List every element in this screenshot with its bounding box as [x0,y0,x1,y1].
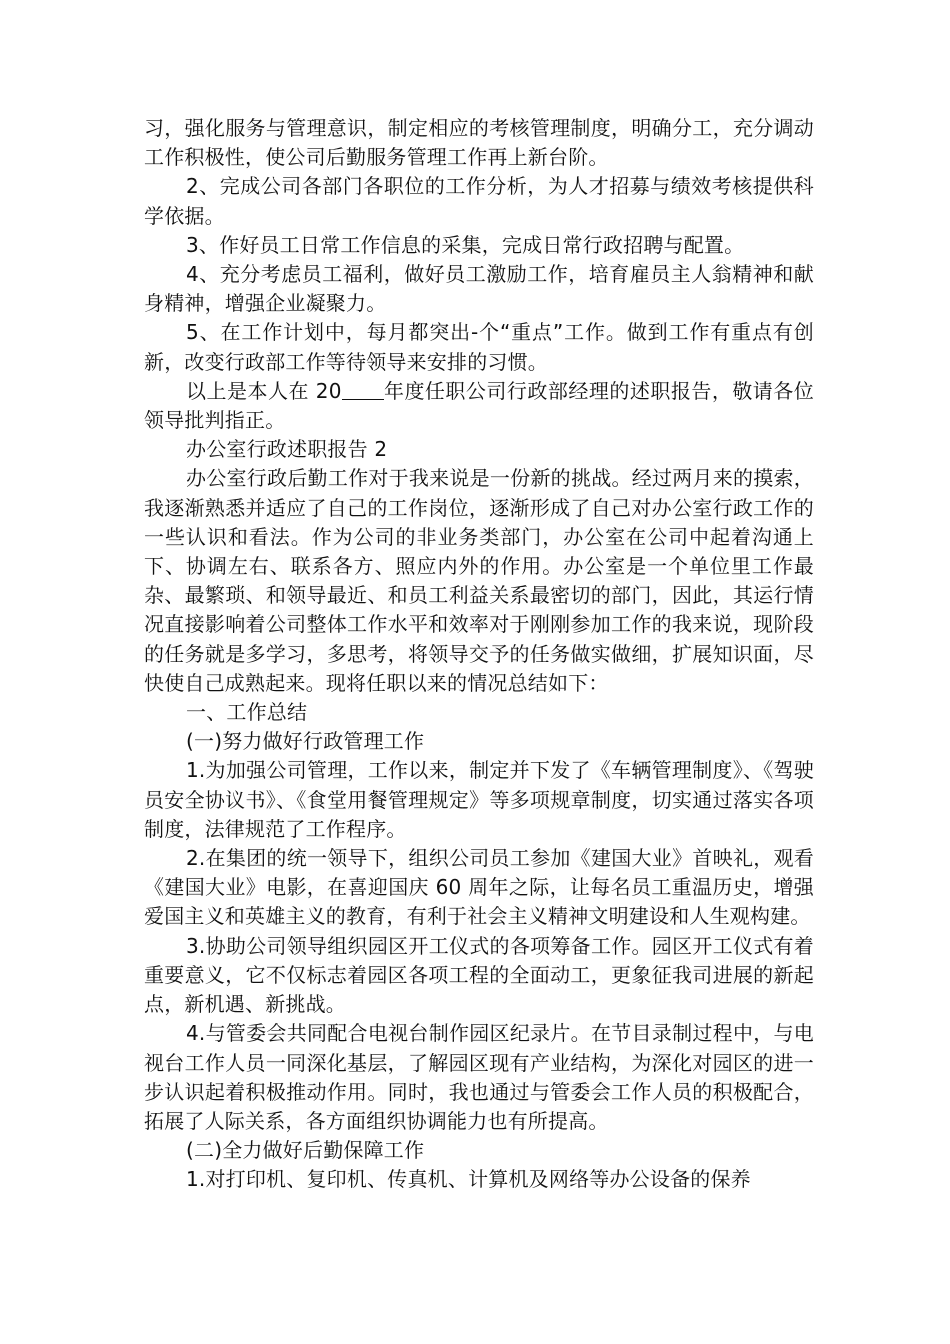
paragraph: 1.对打印机、复印机、传真机、计算机及网络等办公设备的保养 [186,1167,751,1192]
paragraph: 4、充分考虑员工福利，做好员工激励工作，培育雇员主人翁精神和献身精神，增强企业凝聚力。 [144,262,814,316]
paragraph: 5、在工作计划中，每月都突出-个“重点”工作。做到工作有重点有创新，改变行政部工作等待领导来安排的习惯。 [144,320,814,374]
section-title: 办公室行政述职报告 2 [186,437,388,462]
year-blank [342,381,384,400]
document-body [144,114,814,1195]
heading-level-2: (二)全力做好后勤保障工作 [186,1138,425,1163]
heading-level-2: (一)努力做好行政管理工作 [186,729,425,754]
paragraph: 办公室行政后勤工作对于我来说是一份新的挑战。经过两月来的摸索，我逐渐熟悉并适应了自己的工作岗位，逐渐形成了自己对办公室行政工作的一些认识和看法。作为公司的非业务类部门，办公室在公司中起着沟通上下、协调左右、联系各方、照应内外的作用。办公室是一个单位里工作最杂、最繁琐、和领导最近、和员工利益关系最密切的部门，因此，其运行情况直接影响着公司整体工作水平和效率对于刚刚参加工作的我来说，现阶段的任务就是多学习，多思考，将领导交予的任务做实做细，扩展知识面，尽快使自己成熟起来。现将任职以来的情况总结如下： [144,466,814,695]
paragraph: 1.为加强公司管理，工作以来，制定并下发了《车辆管理制度》、《驾驶员安全协议书》、《食堂用餐管理规定》等多项规章制度，切实通过落实各项制度，法律规范了工作程序。 [144,758,814,841]
closing-text-after: 年度任职公司行政部经理的述职报告，敬请各位领导批判指正。 [144,378,814,433]
paragraph-closing [144,377,814,435]
heading-level-1: 一、工作总结 [186,700,308,725]
paragraph: 习，强化服务与管理意识，制定相应的考核管理制度，明确分工，充分调动工作积极性，使公司后勤服务管理工作再上新台阶。 [144,116,814,170]
paragraph: 3、作好员工日常工作信息的采集，完成日常行政招聘与配置。 [186,232,745,257]
paragraph: 3.协助公司领导组织园区开工仪式的各项筹备工作。园区开工仪式有着重要意义，它不仅标志着园区各项工程的全面动工，更象征我司进展的新起点，新机遇、新挑战。 [144,933,814,1017]
paragraph: 2.在集团的统一领导下，组织公司员工参加《建国大业》首映礼，观看《建国大业》电影，在喜迎国庆 60 周年之际，让每名员工重温历史，增强爱国主义和英雄主义的教育，有利于社会主义精神文明建设和人生观构建。 [144,846,814,929]
paragraph: 4.与管委会共同配合电视台制作园区纪录片。在节目录制过程中，与电视台工作人员一同深化基层，了解园区现有产业结构，为深化对园区的进一步认识起着积极推动作用。同时，我也通过与管委会工作人员的积极配合，拓展了人际关系，各方面组织协调能力也有所提高。 [144,1021,814,1133]
closing-text-before: 以上是本人在 20 [186,378,342,403]
paragraph: 2、完成公司各部门各职位的工作分析，为人才招募与绩效考核提供科学依据。 [144,174,814,228]
